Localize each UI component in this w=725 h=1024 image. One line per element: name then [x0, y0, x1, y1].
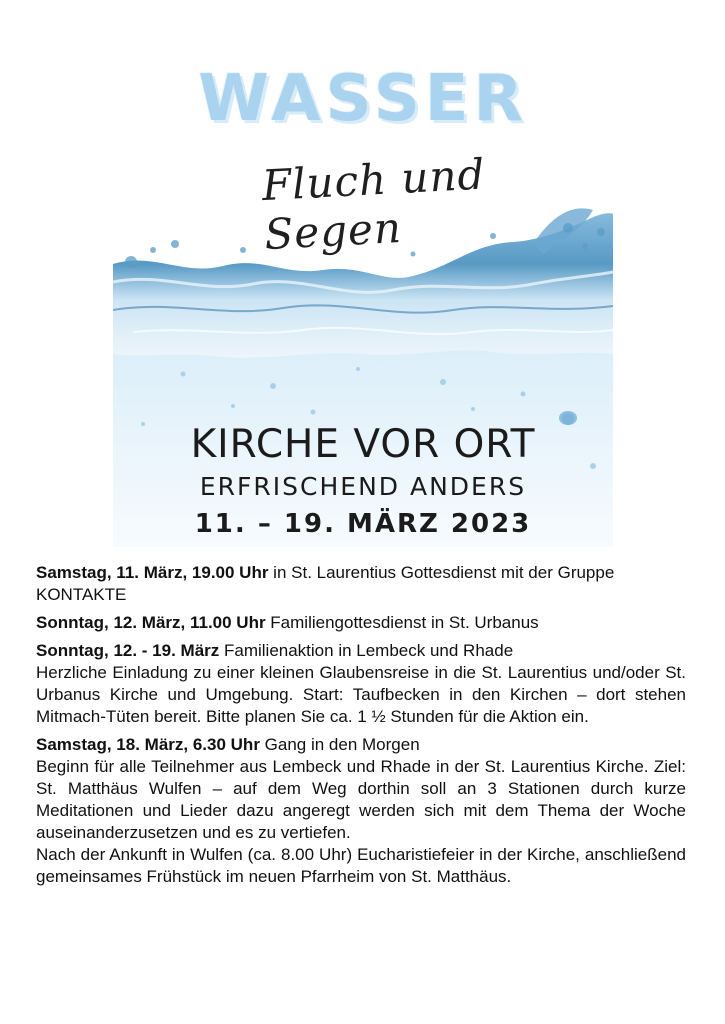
- event-description: Beginn für alle Teilnehmer aus Lembeck und Rhade in der St. Laurentius Kirche. Ziel: St. Matthäus Wulfen – auf dem Weg dorthin soll an 3 Stationen durch kurze Meditationen und Lieder dazu angeregt werden sich mit dem Thema der Woche auseinanderzusetzen und es zu vertiefen.: [36, 757, 686, 842]
- event-date: Samstag, 11. März, 19.00 Uhr: [36, 563, 269, 582]
- event-description: Herzliche Einladung zu einer kleinen Glaubensreise in die St. Laurentius und/oder St. Urbanus Kirche und Umgebung. Start: Taufbecken in den Kirchen – dort stehen Mitmach-Tüten bereit. Bitte planen Sie ca. 1 ½ Stunden für die Aktion ein.: [36, 663, 686, 726]
- event-title: Familiengottesdienst in St. Urbanus: [265, 613, 539, 632]
- event-poster: [113, 14, 613, 547]
- event-item: [36, 612, 686, 634]
- event-item: [36, 734, 686, 888]
- event-title: Gang in den Morgen: [259, 735, 420, 754]
- event-title: Familienaktion in Lembeck und Rhade: [219, 641, 514, 660]
- event-item: [36, 640, 686, 728]
- poster-subtitle: Fluch und Segen: [260, 149, 487, 260]
- poster-date-range: 11. – 19. MÄRZ 2023: [194, 509, 532, 539]
- event-date: Sonntag, 12. - 19. März: [36, 641, 220, 660]
- poster-title: WASSER: [198, 62, 528, 136]
- event-item: [36, 562, 686, 606]
- poster-tagline: ERFRISCHEND ANDERS: [199, 472, 527, 501]
- event-title: in St. Laurentius Gottesdienst mit der Gruppe KONTAKTE: [36, 563, 615, 604]
- event-date: Samstag, 18. März, 6.30 Uhr: [36, 735, 260, 754]
- event-list: [36, 562, 686, 894]
- poster-headline: KIRCHE VOR ORT: [190, 422, 536, 467]
- event-date: Sonntag, 12. März, 11.00 Uhr: [36, 613, 266, 632]
- event-description: Nach der Ankunft in Wulfen (ca. 8.00 Uhr) Eucharistiefeier in der Kirche, anschließend gemeinsames Frühstück im neuen Pfarrheim von St. Matthäus.: [36, 845, 686, 886]
